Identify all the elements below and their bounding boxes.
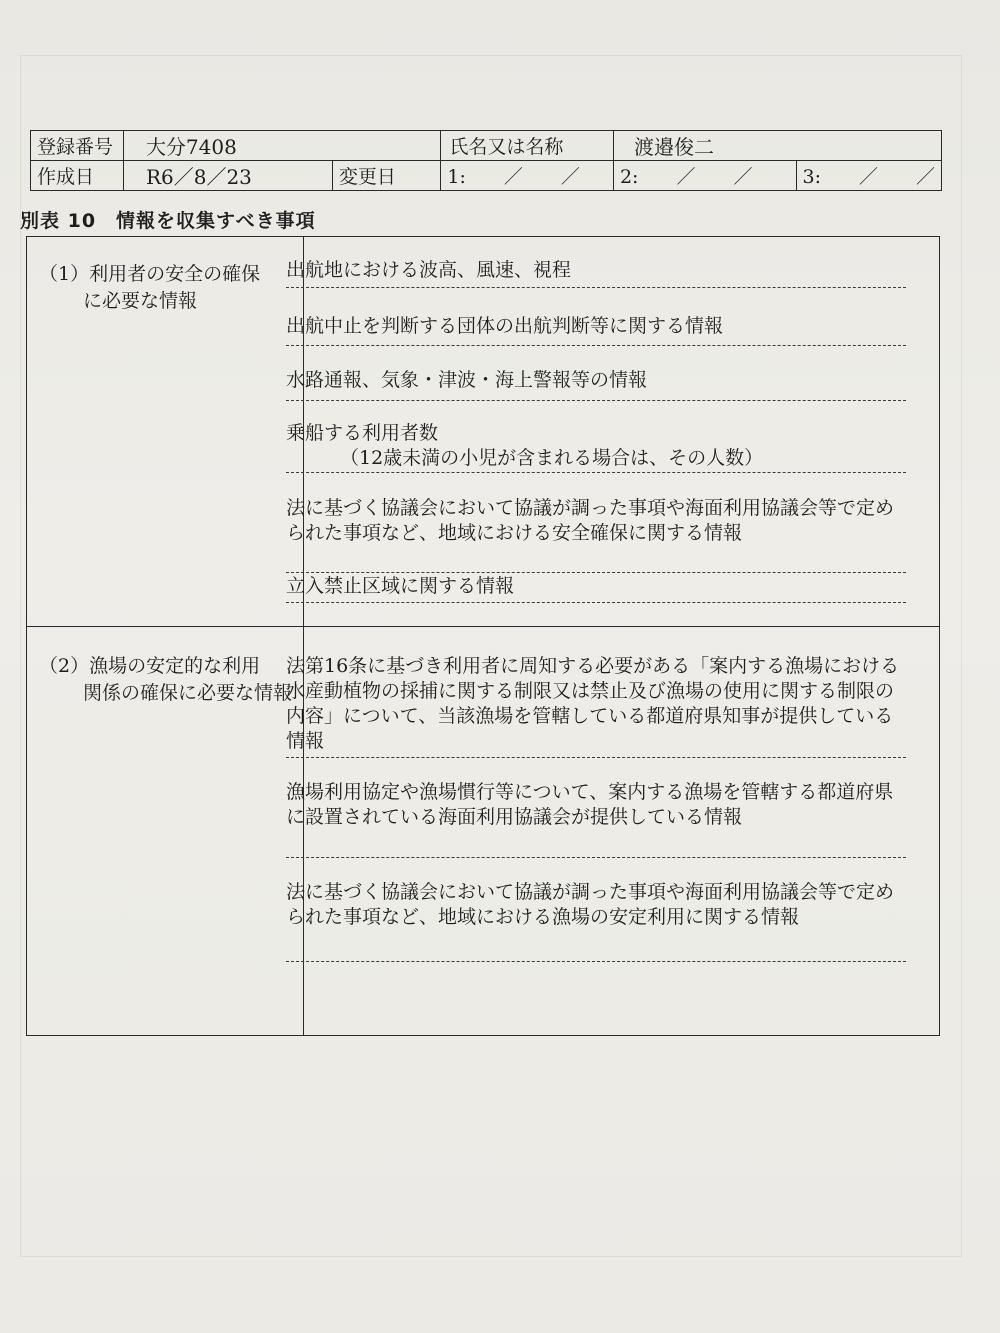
info-item — [286, 421, 904, 471]
change-date-2: 2: ／ ／ — [613, 161, 796, 191]
item-separator — [286, 287, 906, 288]
category-safety — [39, 261, 297, 315]
info-item: 法第16条に基づき利用者に周知する必要がある「案内する漁場における水産動植物の採捕に関する制限又は禁止及び漁場の使用に関する制限の内容」について、当該漁場を管轄している都道府県知事が提供している情報 — [286, 655, 900, 752]
category-label-cont: に必要な情報 — [83, 290, 198, 312]
category-label-cont: 関係の確保に必要な情報 — [83, 682, 293, 704]
info-item: 法に基づく協議会において協議が調った事項や海面利用協議会等で定められた事項など、地域における安全確保に関する情報 — [286, 497, 895, 544]
name-label: 氏名又は名称 — [441, 131, 614, 161]
item-separator — [286, 757, 906, 758]
reg-no-value: 大分7408 — [123, 131, 440, 161]
category-label: （1）利用者の安全の確保 — [39, 263, 261, 285]
item-separator — [286, 961, 906, 962]
item-separator — [286, 472, 906, 473]
reg-no-label: 登録番号 — [31, 131, 124, 161]
item-separator — [286, 602, 906, 603]
category-fishing-ground — [39, 653, 297, 707]
name-value: 渡邉俊二 — [613, 131, 941, 161]
created-label: 作成日 — [31, 161, 124, 191]
item-separator — [286, 345, 906, 346]
row-divider — [27, 626, 939, 627]
info-item: 法に基づく協議会において協議が調った事項や海面利用協議会等で定められた事項など、地域における漁場の安定利用に関する情報 — [286, 881, 895, 928]
info-item-line: 乗船する利用者数 — [286, 422, 439, 444]
info-item-note: （12歳未満の小児が含まれる場合は、その人数） — [340, 447, 764, 469]
category-label: （2）漁場の安定的な利用 — [39, 655, 261, 677]
item-separator — [286, 400, 906, 401]
item-separator — [286, 857, 906, 858]
info-item: 立入禁止区域に関する情報 — [286, 575, 515, 597]
change-date-1: 1: ／ ／ — [441, 161, 614, 191]
created-value: R6／8／23 — [123, 161, 332, 191]
registration-table — [30, 130, 942, 191]
item-separator — [286, 572, 906, 573]
section-title: 別表 10 情報を収集すべき事項 — [20, 210, 316, 232]
info-item: 出航中止を判断する団体の出航判断等に関する情報 — [286, 315, 724, 337]
info-item: 漁場利用協定や漁場慣行等について、案内する漁場を管轄する都道府県に設置されている海面利用協議会が提供している情報 — [286, 781, 894, 828]
change-date-3: 3: ／ ／ — [796, 161, 942, 191]
info-item: 出航地における波高、風速、視程 — [286, 259, 572, 281]
info-item: 水路通報、気象・津波・海上警報等の情報 — [286, 369, 648, 391]
changed-label: 変更日 — [332, 161, 441, 191]
